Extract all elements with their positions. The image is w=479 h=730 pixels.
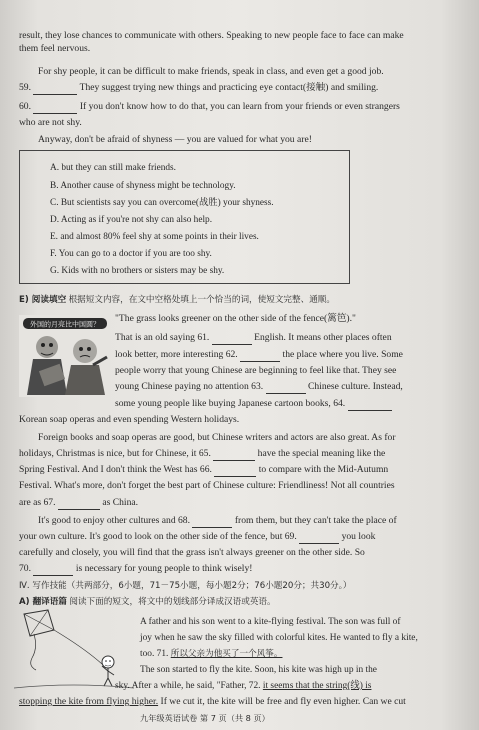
text-line: some young people like buying Japanese cartoon books, 64. [115,398,392,411]
option-b: B. Another cause of shyness might be technology. [50,181,236,191]
section-a-heading [19,596,461,608]
text-line: look better, more interesting 62. the place where you live. Some [115,349,403,360]
option-a: A. but they can still make friends. [50,163,176,173]
answer-blank-68[interactable] [192,515,232,528]
text-line: 70. is necessary for young people to think wisely! [19,563,253,574]
section-iv-heading: Ⅳ. 写作技能（共两部分，6小题，71－75小题，每小题2分；76小题20分；共30分。） [19,581,352,591]
text-line: Foreign books and soap operas are good, but Chinese writers and actors are also great. As for [38,432,396,443]
text-line: result, they lose chances to communicate with others. Speaking to new people face to face can make [19,30,404,41]
answer-blank-69[interactable] [299,531,339,544]
option-c: C. But scientists say you can overcome(战胜) your shyness. [50,198,274,208]
text-line: That is an old saying 61. English. It means other places often [115,332,392,343]
section-instruction: 阅读下面的短文，将文中的划线部分译成汉语或英语。 [69,597,276,607]
option-e: E. and almost 80% feel shy at some points in their lives. [50,232,259,242]
cartoon-image [19,315,111,397]
question-text: If you don't know how to do that, you can learn from your friends or even strangers [79,101,400,112]
section-e-heading [19,294,461,306]
page-footer: 九年级英语试卷 第 7 页（共 8 页） [140,713,270,723]
section-label: E) 阅读填空 [19,295,67,305]
text-line: are as 67. as China. [19,497,139,508]
text-line: holidays, Christmas is nice, but for Chinese, it 65. have the special meaning like the [19,448,386,459]
question-number: 60. [19,101,31,112]
section-label: A) 翻译语篇 [19,597,67,607]
question-text: They suggest trying new things and practicing eye contact(接触) and smiling. [79,82,379,93]
text-line: It's good to enjoy other cultures and 68. from them, but they can't take the place of [38,515,397,526]
cartoon-caption: 外国的月亮比中国圆？ [30,320,100,329]
text-line: carefully and closely, you will find that the grass isn't always greener on the other side. So [19,547,365,558]
text-line: who are not shy. [19,117,82,128]
option-g: G. Kids with no brothers or sisters may be shy. [50,266,225,276]
option-d: D. Acting as if you're not shy can also help. [50,215,213,225]
text-line: them feel nervous. [19,43,91,54]
text-line: too. 71. 所以父亲为他买了一个风筝。 [140,649,283,659]
text-line: Korean soap operas and even spending Western holidays. [19,414,240,425]
text-line: For shy people, it can be difficult to make friends, speak in class, and even get a good job. [38,66,384,77]
answer-blank[interactable] [33,101,77,114]
translation-target-72-cont: stopping the kite from flying higher. [19,696,159,707]
kite-image [14,608,134,690]
answer-blank-66[interactable] [214,464,256,477]
text-line: sky. After a while, he said, "Father, 72. it seems that the string(线) is [115,681,372,691]
text-line: "The grass looks greener on the other side of the fence(篱笆)." [115,313,356,324]
text-line: Anyway, don't be afraid of shyness — you are valued for what you are! [38,134,312,145]
text-line: Festival. What's more, don't forget the best part of Chinese culture: Friendliness! Not all countries [19,480,395,491]
translation-target-71: 所以父亲为他买了一个风筝。 [170,649,283,659]
text-line: A father and his son went to a kite-flying festival. The son was full of [140,617,401,627]
text-line: your own culture. It's good to look on the other side of the fence, but 69. you look [19,531,376,542]
section-instruction: 根据短文内容，在文中空格处填上一个恰当的词，使短文完整、通顺。 [68,295,335,305]
answer-blank-62[interactable] [240,349,280,362]
answer-blank-70[interactable] [33,563,73,576]
option-f: F. You can go to a doctor if you are too shy. [50,249,212,259]
text-line: The son started to fly the kite. Soon, his kite was high up in the [140,665,377,675]
answer-blank-65[interactable] [213,448,255,461]
answer-blank-63[interactable] [266,381,306,394]
options-box [19,150,350,284]
answer-blank-61[interactable] [212,332,252,345]
question-59 [19,82,461,95]
answer-blank-67[interactable] [58,497,100,510]
question-60 [19,101,461,114]
text-line: young Chinese paying no attention 63. Chinese culture. Instead, [115,381,403,392]
question-number: 59. [19,82,31,93]
text-line: Spring Festival. And I don't think the West has 66. to compare with the Mid-Autumn [19,464,389,475]
text-line: stopping the kite from flying higher. If we cut it, the kite will be free and fly even higher. Can we cut [19,696,406,707]
translation-target-72: it seems that the string(线) is [262,681,372,691]
answer-blank[interactable] [33,82,77,95]
answer-blank-64[interactable] [348,398,392,411]
text-line: joy when he saw the sky filled with colorful kites. He wanted to fly a kite, [140,633,418,643]
text-line: people worry that young Chinese are beginning to feel like that. They see [115,365,397,376]
